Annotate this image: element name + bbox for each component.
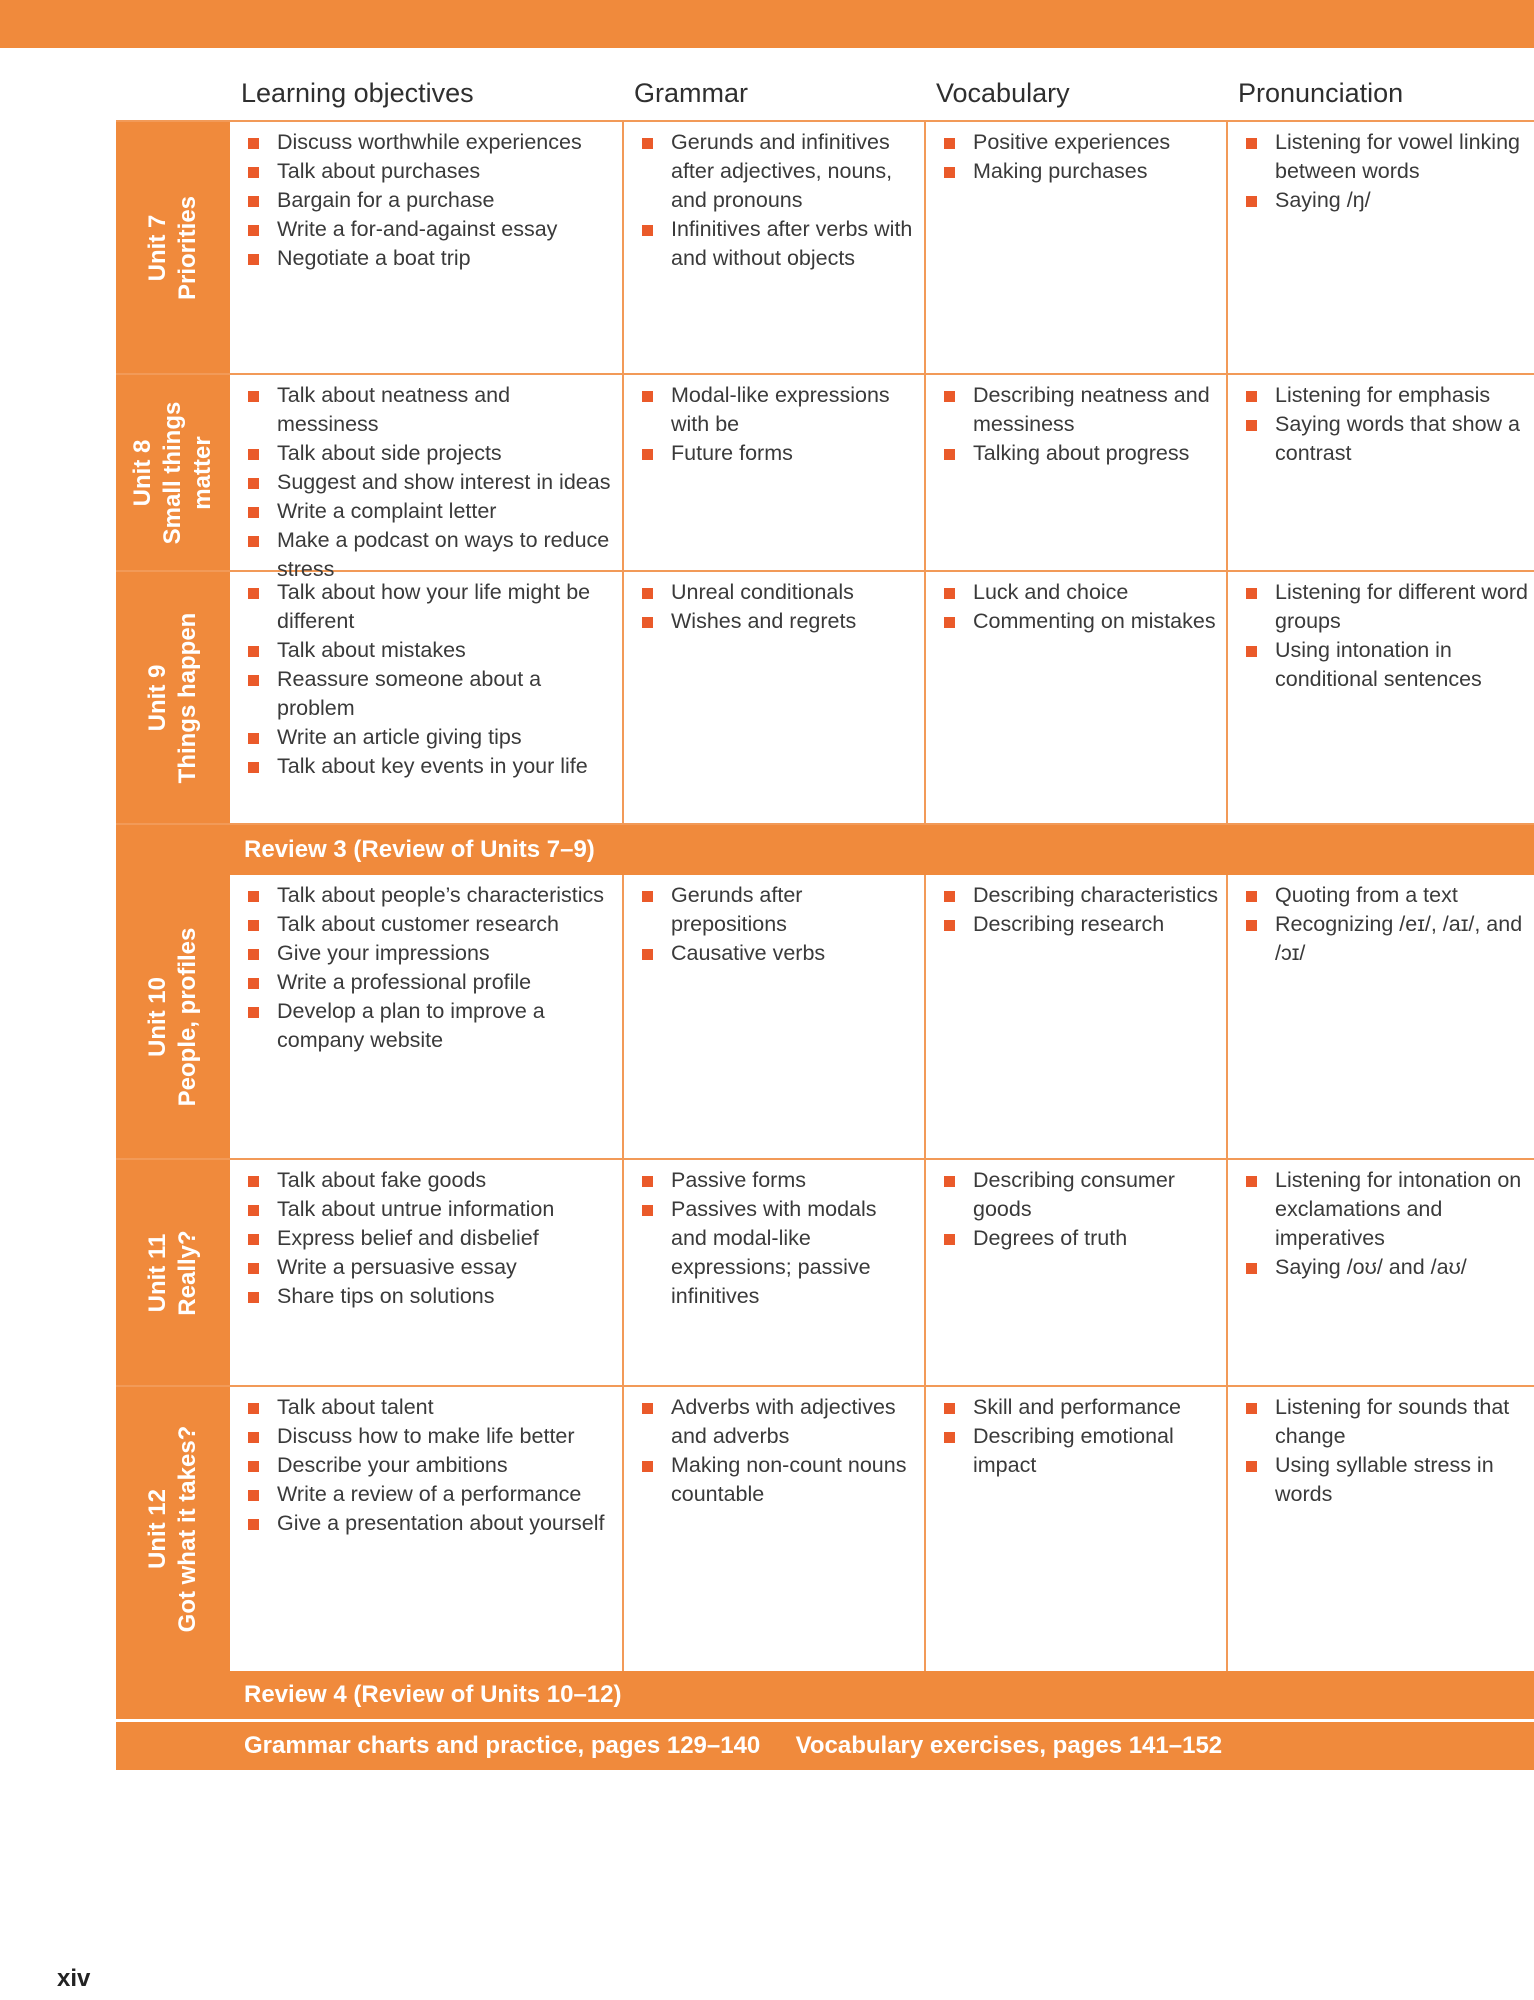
learning-cell <box>230 875 622 1158</box>
list-item: Gerunds after prepositions <box>636 881 918 939</box>
vocabulary-cell <box>924 122 1226 373</box>
unit-name: Really? <box>174 1229 201 1316</box>
unit-number: Unit 8 <box>129 439 156 506</box>
pronunciation-cell <box>1226 875 1534 1158</box>
learning-list <box>242 381 616 584</box>
list-item: Describing emotional impact <box>938 1422 1220 1480</box>
list-item: Reassure someone about a problem <box>242 665 616 723</box>
unit-title <box>143 195 203 299</box>
review-3-band <box>116 825 1534 875</box>
pronunciation-cell <box>1226 375 1534 570</box>
grammar-cell <box>622 875 924 1158</box>
list-item: Recognizing /eɪ/, /aɪ/, and /ɔɪ/ <box>1240 910 1528 968</box>
vocabulary-list <box>938 1166 1220 1253</box>
list-item: Write a for-and-against essay <box>242 215 616 244</box>
learning-cell <box>230 375 622 581</box>
pronunciation-cell <box>1226 1160 1534 1385</box>
review-4-band <box>116 1671 1534 1719</box>
list-item: Talk about mistakes <box>242 636 616 665</box>
list-item: Saying /ŋ/ <box>1240 186 1528 215</box>
learning-cell <box>230 1387 622 1671</box>
top-orange-bar <box>0 0 1534 48</box>
grammar-list <box>636 881 918 968</box>
unit-row-11 <box>116 1160 1534 1387</box>
list-item: Make a podcast on ways to reduce stress <box>242 526 616 584</box>
list-item: Suggest and show interest in ideas <box>242 468 616 497</box>
grammar-list <box>636 1393 918 1509</box>
list-item: Give your impressions <box>242 939 616 968</box>
grammar-list <box>636 128 918 273</box>
header-pronunciation: Pronunciation <box>1238 78 1404 108</box>
learning-list <box>242 578 616 781</box>
unit-number: Unit 10 <box>144 976 171 1057</box>
list-item: Express belief and disbelief <box>242 1224 616 1253</box>
unit-side-label <box>116 1160 230 1385</box>
review-4-label: Review 4 (Review of Units 10–12) <box>244 1681 622 1708</box>
list-item: Listening for emphasis <box>1240 381 1528 410</box>
learning-cell <box>230 122 622 373</box>
list-item: Listening for different word groups <box>1240 578 1528 636</box>
list-item: Luck and choice <box>938 578 1220 607</box>
unit-number: Unit 7 <box>144 214 171 281</box>
list-item: Modal-like expressions with be <box>636 381 918 439</box>
list-item: Share tips on solutions <box>242 1282 616 1311</box>
vocabulary-cell <box>924 572 1226 823</box>
list-item: Gerunds and infinitives after adjectives, nouns, and pronouns <box>636 128 918 215</box>
list-item: Quoting from a text <box>1240 881 1528 910</box>
list-item: Commenting on mistakes <box>938 607 1220 636</box>
unit-name: Things happen <box>174 612 201 783</box>
list-item: Listening for vowel linking between words <box>1240 128 1528 186</box>
header-learning-objectives: Learning objectives <box>241 78 474 108</box>
list-item: Adverbs with adjectives and adverbs <box>636 1393 918 1451</box>
pronunciation-list <box>1240 578 1528 694</box>
page-number: xiv <box>57 1965 91 1992</box>
unit-row-10 <box>116 875 1534 1160</box>
list-item: Talk about customer research <box>242 910 616 939</box>
vocabulary-list <box>938 881 1220 939</box>
learning-list <box>242 128 616 273</box>
list-item: Write a professional profile <box>242 968 616 997</box>
pronunciation-list <box>1240 128 1528 215</box>
list-item: Talk about purchases <box>242 157 616 186</box>
grammar-cell <box>622 1387 924 1671</box>
list-item: Listening for sounds that change <box>1240 1393 1528 1451</box>
list-item: Positive experiences <box>938 128 1220 157</box>
list-item: Passives with modals and modal-like expressions; passive infinitives <box>636 1195 918 1311</box>
pronunciation-list <box>1240 381 1528 468</box>
list-item: Write an article giving tips <box>242 723 616 752</box>
list-item: Talk about side projects <box>242 439 616 468</box>
list-item: Saying /oʊ/ and /aʊ/ <box>1240 1253 1528 1282</box>
pronunciation-cell <box>1226 572 1534 823</box>
vocabulary-cell <box>924 1387 1226 1671</box>
header-vocabulary: Vocabulary <box>936 78 1070 108</box>
learning-list <box>242 881 616 1055</box>
unit-number: Unit 12 <box>144 1488 171 1570</box>
list-item: Talk about fake goods <box>242 1166 616 1195</box>
list-item: Making non-count nouns countable <box>636 1451 918 1509</box>
grammar-cell <box>622 1160 924 1385</box>
grammar-list <box>636 381 918 468</box>
unit-side-label <box>116 375 230 570</box>
pronunciation-list <box>1240 881 1528 968</box>
list-item: Using syllable stress in words <box>1240 1451 1528 1509</box>
list-item: Using intonation in conditional sentences <box>1240 636 1528 694</box>
learning-list <box>242 1166 616 1311</box>
unit-title <box>143 612 203 783</box>
list-item: Write a complaint letter <box>242 497 616 526</box>
list-item: Write a review of a performance <box>242 1480 616 1509</box>
grammar-cell <box>622 122 924 373</box>
vocabulary-list <box>938 128 1220 186</box>
list-item: Talking about progress <box>938 439 1220 468</box>
learning-list <box>242 1393 616 1538</box>
learning-cell <box>230 1160 622 1385</box>
unit-name: Priorities <box>174 195 201 300</box>
list-item: Describing consumer goods <box>938 1166 1220 1224</box>
list-item: Saying words that show a contrast <box>1240 410 1528 468</box>
unit-name: Small things matter <box>159 401 216 544</box>
vocabulary-cell <box>924 875 1226 1158</box>
unit-title <box>143 927 203 1106</box>
list-item: Infinitives after verbs with and without objects <box>636 215 918 273</box>
unit-side-label <box>116 1387 230 1671</box>
list-item: Wishes and regrets <box>636 607 918 636</box>
pronunciation-list <box>1240 1393 1528 1509</box>
unit-row-12 <box>116 1387 1534 1671</box>
vocabulary-list <box>938 381 1220 468</box>
list-item: Passive forms <box>636 1166 918 1195</box>
footer-band <box>116 1722 1534 1770</box>
list-item: Describing characteristics <box>938 881 1220 910</box>
list-item: Discuss worthwhile experiences <box>242 128 616 157</box>
list-item: Talk about talent <box>242 1393 616 1422</box>
header-grammar: Grammar <box>634 78 748 108</box>
list-item: Describing research <box>938 910 1220 939</box>
unit-number: Unit 9 <box>144 664 171 731</box>
unit-title <box>143 1230 203 1315</box>
list-item: Write a persuasive essay <box>242 1253 616 1282</box>
grammar-cell <box>622 572 924 823</box>
unit-name: People, profiles <box>174 927 201 1106</box>
grammar-cell <box>622 375 924 570</box>
grammar-list <box>636 578 918 636</box>
list-item: Negotiate a boat trip <box>242 244 616 273</box>
unit-row-7 <box>116 120 1534 375</box>
list-item: Degrees of truth <box>938 1224 1220 1253</box>
list-item: Talk about neatness and messiness <box>242 381 616 439</box>
list-item: Bargain for a purchase <box>242 186 616 215</box>
vocabulary-cell <box>924 1160 1226 1385</box>
list-item: Making purchases <box>938 157 1220 186</box>
unit-title <box>143 1426 203 1633</box>
grammar-list <box>636 1166 918 1311</box>
list-item: Give a presentation about yourself <box>242 1509 616 1538</box>
list-item: Discuss how to make life better <box>242 1422 616 1451</box>
list-item: Unreal conditionals <box>636 578 918 607</box>
unit-side-label <box>116 572 230 823</box>
unit-side-label <box>116 875 230 1158</box>
review-3-label: Review 3 (Review of Units 7–9) <box>244 836 595 863</box>
list-item: Talk about people’s characteristics <box>242 881 616 910</box>
pronunciation-list <box>1240 1166 1528 1282</box>
unit-number: Unit 11 <box>144 1233 171 1312</box>
list-item: Develop a plan to improve a company website <box>242 997 616 1055</box>
unit-row-9 <box>116 572 1534 825</box>
grammar-charts-link[interactable]: Grammar charts and practice, pages 129–140 <box>244 1732 761 1759</box>
unit-row-8 <box>116 375 1534 581</box>
list-item: Skill and performance <box>938 1393 1220 1422</box>
vocabulary-cell <box>924 375 1226 570</box>
unit-side-label <box>116 122 230 373</box>
vocabulary-exercises-link[interactable]: Vocabulary exercises, pages 141–152 <box>795 1732 1223 1759</box>
unit-name: Got what it takes? <box>174 1425 201 1633</box>
unit-title <box>128 388 218 558</box>
list-item: Describing neatness and messiness <box>938 381 1220 439</box>
learning-cell <box>230 572 622 823</box>
list-item: Talk about key events in your life <box>242 752 616 781</box>
pronunciation-cell <box>1226 1387 1534 1671</box>
vocabulary-list <box>938 578 1220 636</box>
list-item: Describe your ambitions <box>242 1451 616 1480</box>
pronunciation-cell <box>1226 122 1534 373</box>
list-item: Listening for intonation on exclamations and imperatives <box>1240 1166 1528 1253</box>
vocabulary-list <box>938 1393 1220 1480</box>
list-item: Causative verbs <box>636 939 918 968</box>
list-item: Talk about how your life might be different <box>242 578 616 636</box>
list-item: Talk about untrue information <box>242 1195 616 1224</box>
list-item: Future forms <box>636 439 918 468</box>
